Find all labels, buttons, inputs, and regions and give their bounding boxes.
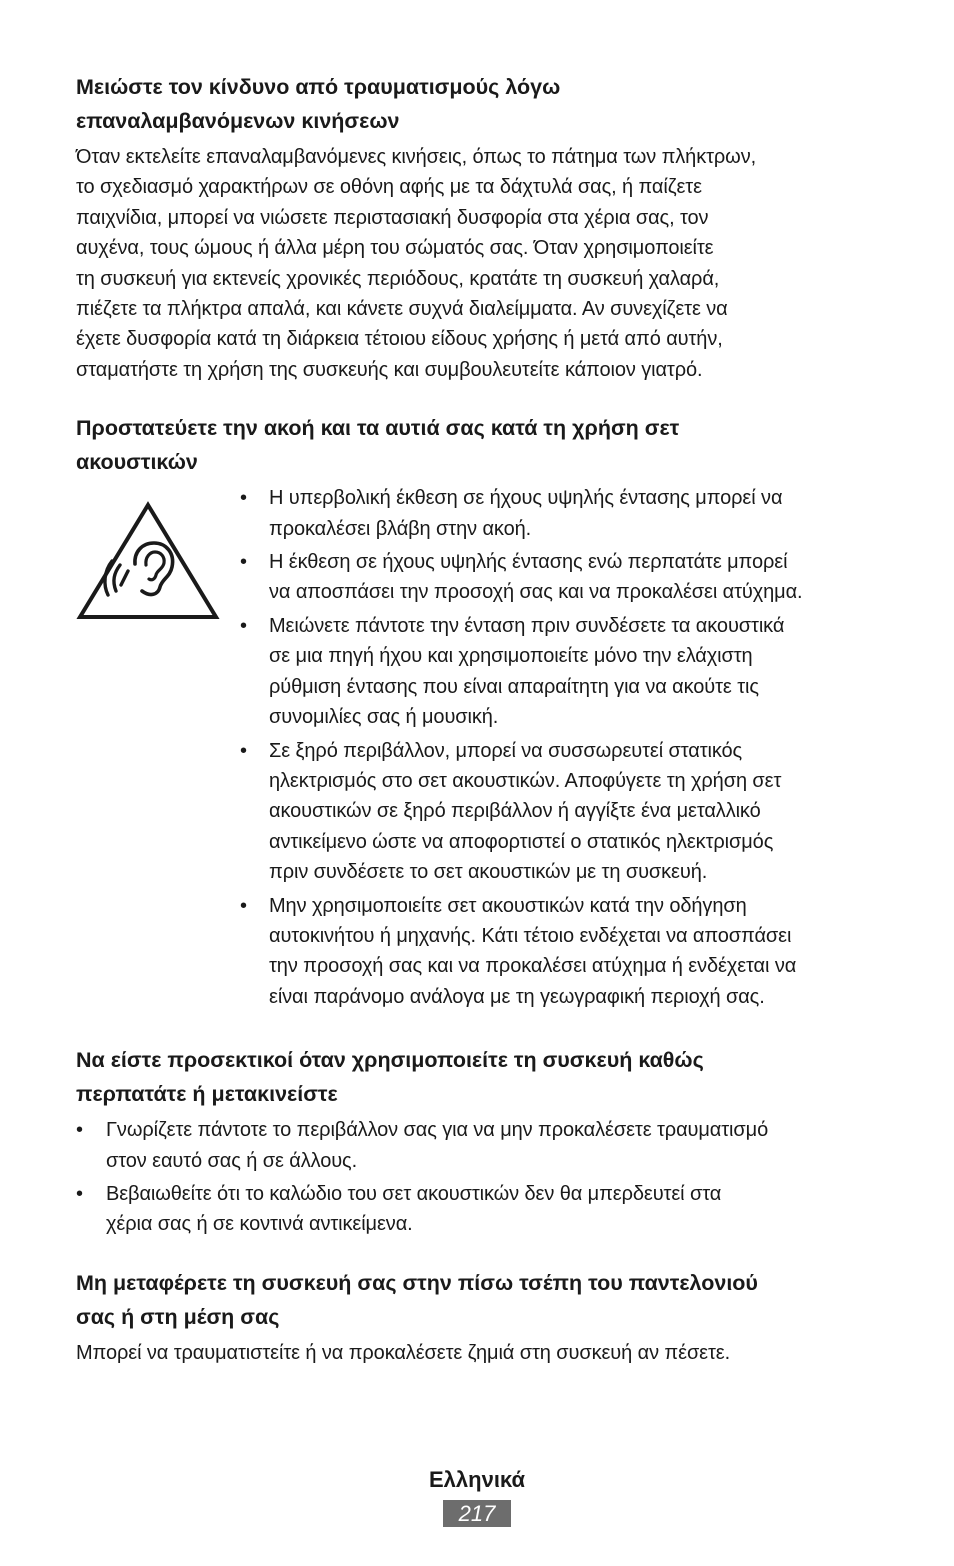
bullet-line: Μειώνετε πάντοτε την ένταση πριν συνδέσετε τα ακουστικά [269,614,785,637]
section-hearing-protection [76,411,882,1015]
bullet-line: Μην χρησιμοποιείτε σετ ακουστικών κατά την οδήγηση [269,894,747,917]
page-number: 217 [443,1500,511,1527]
bullet-dot: • [76,1182,83,1205]
hearing-warning-icon-box [76,483,236,628]
section-walking-caution [76,1043,882,1240]
heading-line: Μειώστε τον κίνδυνο από τραυματισμούς λόγω [76,75,561,99]
heading-line: Προστατεύετε την ακοή και τα αυτιά σας κατά τη χρήση σετ [76,416,680,441]
heading-line: Μη μεταφέρετε τη συσκευή σας στην πίσω τσέπη του παντελονιού [76,1270,758,1295]
bullet-dot: • [240,614,247,637]
document-page [76,70,882,1394]
bullet-line: την προσοχή σας και να προκαλέσει ατύχημα ή ενδέχεται να [269,955,797,978]
section-pocket-warning [76,1266,882,1368]
section-heading [76,1266,882,1334]
bullet-line: Σε ξηρό περιβάλλον, μπορεί να συσσωρευτεί στατικός [269,739,743,762]
list-item [236,736,882,888]
body-line: Μπορεί να τραυματιστείτε ή να προκαλέσετε ζημιά στη συσκευή αν πέσετε. [76,1341,731,1364]
hearing-warning-icon [76,501,220,623]
body-line: σταματήστε τη χρήση της συσκευής και συμβουλευτείτε κάποιον γιατρό. [76,358,703,381]
section-body [76,142,882,385]
section-repetitive-motion [76,70,882,385]
page-footer [0,1464,954,1527]
bullet-line: στον εαυτό σας ή σε άλλους. [106,1149,358,1172]
section-heading [76,1043,882,1111]
list-item [76,1179,882,1240]
bullet-line: Γνωρίζετε πάντοτε το περιβάλλον σας για να μην προκαλέσετε τραυματισμό [106,1119,769,1142]
bullet-line: συνομιλίες σας ή μουσική. [269,706,499,729]
bullet-line: ηλεκτρισμός στο σετ ακουστικών. Αποφύγετε τη χρήση σετ [269,769,782,792]
bullet-line: πριν συνδέσετε το σετ ακουστικών με τη συσκευή. [269,861,708,884]
bullet-line: χέρια σας ή σε κοντινά αντικείμενα. [106,1213,413,1236]
list-item [236,547,882,608]
hearing-warning-block [76,483,882,1015]
heading-line: Να είστε προσεκτικοί όταν χρησιμοποιείτε τη συσκευή καθώς [76,1048,704,1073]
body-line: πιέζετε τα πλήκτρα απαλά, και κάνετε συχνά διαλείμματα. Αν συνεχίζετε να [76,298,728,321]
bullet-line: αντικείμενο ώστε να αποφορτιστεί ο στατικός ηλεκτρισμός [269,830,774,853]
bullet-dot: • [240,894,247,917]
body-line: παιχνίδια, μπορεί να νιώσετε περιστασιακή δυσφορία στα χέρια σας, τον [76,206,709,229]
bullet-line: σε μια πηγή ήχου και χρησιμοποιείτε μόνο την ελάχιστη [269,645,753,668]
bullet-line: ακουστικών σε ξηρό περιβάλλον ή αγγίξτε ένα μεταλλικό [269,800,761,823]
section-heading [76,411,882,479]
heading-line: σας ή στη μέση σας [76,1304,280,1329]
heading-line: επαναλαμβανόμενων κινήσεων [76,109,400,133]
list-item [236,891,882,1013]
bullet-dot: • [240,551,247,574]
list-item [76,1115,882,1176]
bullet-line: Η υπερβολική έκθεση σε ήχους υψηλής έντασης μπορεί να [269,487,783,510]
bullet-line: να αποσπάσει την προσοχή σας και να προκαλέσει ατύχημα. [269,581,803,604]
walking-bullet-list [76,1115,882,1240]
heading-line: περπατάτε ή μετακινείστε [76,1082,338,1107]
footer-language: Ελληνικά [429,1467,525,1492]
hearing-bullet-list [236,483,882,1015]
bullet-line: προκαλέσει βλάβη στην ακοή. [269,517,532,540]
bullet-dot: • [76,1119,83,1142]
list-item [236,611,882,733]
section-body [76,1338,882,1368]
bullet-line: αυτοκινήτου ή μηχανής. Κάτι τέτοιο ενδέχεται να αποσπάσει [269,924,792,947]
body-line: τη συσκευή για εκτενείς χρονικές περιόδους, κρατάτε τη συσκευή χαλαρά, [76,267,720,290]
body-line: το σχεδιασμό χαρακτήρων σε οθόνη αφής με τα δάχτυλά σας, ή παίζετε [76,176,702,199]
list-item [236,483,882,544]
body-line: έχετε δυσφορία κατά τη διάρκεια τέτοιου είδους χρήσης ή μετά από αυτήν, [76,328,723,351]
heading-line: ακουστικών [76,450,198,475]
section-heading [76,70,882,138]
bullet-line: Η έκθεση σε ήχους υψηλής έντασης ενώ περπατάτε μπορεί [269,551,788,574]
bullet-dot: • [240,487,247,510]
bullet-dot: • [240,739,247,762]
bullet-line: είναι παράνομο ανάλογα με τη γεωγραφική περιοχή σας. [269,985,765,1008]
body-line: αυχένα, τους ώμους ή άλλα μέρη του σώματός σας. Όταν χρησιμοποιείτε [76,237,714,260]
bullet-line: Βεβαιωθείτε ότι το καλώδιο του σετ ακουστικών δεν θα μπερδευτεί στα [106,1182,722,1205]
bullet-line: ρύθμιση έντασης που είναι απαραίτητη για να ακούτε τις [269,675,759,698]
body-line: Όταν εκτελείτε επαναλαμβανόμενες κινήσεις, όπως το πάτημα των πλήκτρων, [76,146,757,168]
